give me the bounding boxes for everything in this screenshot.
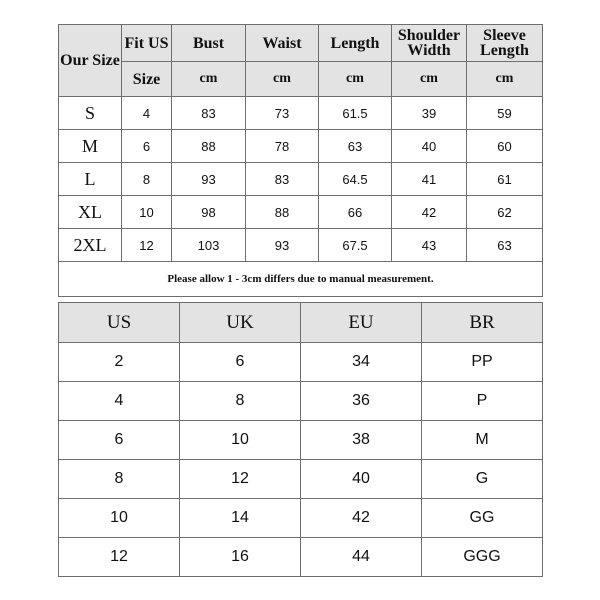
fit-us-value: 8 [122,163,172,196]
size-label: M [59,130,122,163]
length-value: 61.5 [319,97,392,130]
table-row [59,538,543,577]
header-shoulder-width [392,25,467,62]
header-uk: UK [180,303,301,343]
header-fit-us-top: Fit US [122,25,172,62]
measurement-note: Please allow 1 - 3cm differs due to manual measurement. [59,262,543,297]
sleeve-value: 59 [467,97,543,130]
header-waist: Waist [246,25,319,62]
br-value: PP [422,343,543,382]
header-sleeve-bottom: Length [480,42,529,59]
us-value: 6 [59,421,180,460]
waist-value: 88 [246,196,319,229]
header-us: US [59,303,180,343]
waist-value: 93 [246,229,319,262]
table-row [59,196,543,229]
unit-waist: cm [246,62,319,97]
size-chart-table [58,24,543,297]
shoulder-value: 39 [392,97,467,130]
unit-shoulder: cm [392,62,467,97]
bust-value: 93 [172,163,246,196]
header-fit-us-bottom: Size [122,62,172,97]
eu-value: 44 [301,538,422,577]
fit-us-value: 4 [122,97,172,130]
eu-value: 40 [301,460,422,499]
header-shoulder-bottom: Width [407,42,451,59]
fit-us-value: 6 [122,130,172,163]
bust-value: 83 [172,97,246,130]
note-row [59,262,543,297]
us-value: 10 [59,499,180,538]
uk-value: 10 [180,421,301,460]
fit-us-value: 12 [122,229,172,262]
table-row [59,460,543,499]
bust-value: 98 [172,196,246,229]
uk-value: 14 [180,499,301,538]
bust-value: 103 [172,229,246,262]
table-row [59,421,543,460]
header-our-size: Our Size [59,25,122,97]
size-chart-header-row [59,25,543,62]
header-sleeve-length [467,25,543,62]
header-length: Length [319,25,392,62]
waist-value: 73 [246,97,319,130]
us-value: 8 [59,460,180,499]
size-label: L [59,163,122,196]
size-chart-unit-row [59,62,543,97]
eu-value: 42 [301,499,422,538]
table-row [59,163,543,196]
table-row [59,499,543,538]
table-row [59,343,543,382]
uk-value: 12 [180,460,301,499]
eu-value: 36 [301,382,422,421]
size-conversion-table [58,302,543,577]
length-value: 67.5 [319,229,392,262]
shoulder-value: 42 [392,196,467,229]
br-value: G [422,460,543,499]
br-value: GG [422,499,543,538]
waist-value: 78 [246,130,319,163]
sleeve-value: 62 [467,196,543,229]
size-label: S [59,97,122,130]
waist-value: 83 [246,163,319,196]
table-row [59,229,543,262]
fit-us-value: 10 [122,196,172,229]
br-value: P [422,382,543,421]
header-shoulder-top: Shoulder [397,27,461,44]
length-value: 64.5 [319,163,392,196]
conversion-header-row [59,303,543,343]
unit-sleeve: cm [467,62,543,97]
us-value: 4 [59,382,180,421]
shoulder-value: 40 [392,130,467,163]
size-label: 2XL [59,229,122,262]
uk-value: 8 [180,382,301,421]
uk-value: 16 [180,538,301,577]
bust-value: 88 [172,130,246,163]
br-value: M [422,421,543,460]
unit-length: cm [319,62,392,97]
us-value: 2 [59,343,180,382]
header-bust: Bust [172,25,246,62]
unit-bust: cm [172,62,246,97]
table-row [59,382,543,421]
sleeve-value: 60 [467,130,543,163]
length-value: 66 [319,196,392,229]
table-row [59,130,543,163]
shoulder-value: 41 [392,163,467,196]
header-eu: EU [301,303,422,343]
header-br: BR [422,303,543,343]
header-sleeve-top: Sleeve [483,27,526,44]
table-row [59,97,543,130]
eu-value: 34 [301,343,422,382]
sleeve-value: 61 [467,163,543,196]
us-value: 12 [59,538,180,577]
length-value: 63 [319,130,392,163]
shoulder-value: 43 [392,229,467,262]
sleeve-value: 63 [467,229,543,262]
eu-value: 38 [301,421,422,460]
br-value: GGG [422,538,543,577]
uk-value: 6 [180,343,301,382]
size-label: XL [59,196,122,229]
